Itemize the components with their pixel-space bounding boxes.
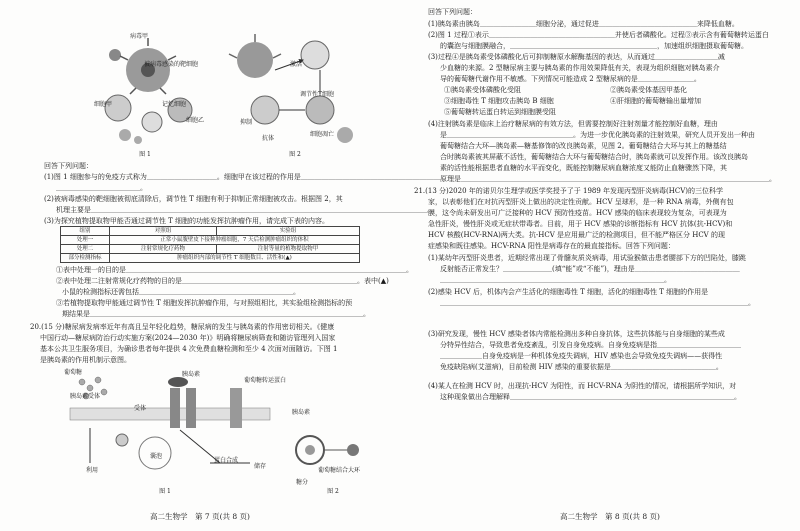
figure-2-regulatory-t-cells bbox=[225, 30, 365, 150]
fig3-label-bind: 胰岛素受体 bbox=[70, 393, 101, 400]
fig3-label-use: 利用 bbox=[86, 467, 99, 474]
r-q4-line1: (4)注射胰岛素是临床上治疗糖尿病的有效方法，但需要控制好注射剂量才能控制好血糖，理由 bbox=[428, 120, 718, 128]
table-header-row bbox=[61, 227, 360, 236]
q3-line1: (3)为探究植物提取物甲能否通过调节性 T 细胞的功能发挥抗肿瘤作用，请完成下表的内容。 bbox=[44, 217, 330, 225]
fig2-target-cell bbox=[306, 96, 334, 124]
right-page bbox=[400, 0, 800, 531]
q3-sub2-cont: 小鼠的检测指标还需包括＿＿＿＿＿＿＿＿＿＿＿＿＿＿＿＿＿＿＿＿＿＿。 bbox=[62, 288, 300, 296]
r-q3-option4: ④肝细胞的葡萄糖输出量增加 bbox=[610, 97, 701, 105]
q3-sub1: ①表中处理一的目的是＿＿＿＿＿＿＿＿＿＿＿＿＿＿＿＿＿＿＿＿＿＿＿＿＿＿＿＿＿＿＿＿＿＿＿＿＿＿＿＿。 bbox=[56, 266, 413, 274]
q21-line1: 21.(13 分)2020 年的诺贝尔生理学或医学奖授予了于 1989 年发现丙型肝炎病毒(HCV)的三位科学 bbox=[414, 187, 724, 195]
q21-1c: ＿＿＿＿＿＿＿＿＿＿＿＿＿＿＿＿＿＿＿＿＿＿＿＿＿＿＿＿＿＿＿＿。 bbox=[440, 276, 671, 284]
r-q2-line2: 的囊泡与细胞膜融合，＿＿＿＿＿＿＿＿＿＿＿＿＿＿＿＿＿＿＿＿＿，加速组织细胞摄取葡萄糖。 bbox=[440, 42, 748, 50]
r-q3-option5: ⑤葡萄糖转运蛋白转运到细胞膜受阻 bbox=[444, 108, 556, 116]
q3-sub3: ③若植物提取物甲能通过调节性 T 细胞发挥抗肿瘤作用，与对照组相比，其实验组检测指标的预 bbox=[56, 299, 353, 307]
q21-4a: (4)某人在检测 HCV 时，出现抗-HCV 为阳性，而 HCV-RNA 为阴性的情况，请根据所学知识，对 bbox=[428, 382, 737, 390]
r-q3-line2: 少血糖的来源。2 型糖尿病主要与胰岛素的作用效果降低有关，表现为组织细胞对胰岛素介 bbox=[440, 64, 720, 72]
fig2-label-treg: 调节性T细胞 bbox=[300, 91, 335, 98]
q21-2b: ＿＿＿＿＿＿＿＿＿＿＿＿＿＿＿＿＿＿＿＿＿＿＿＿＿＿＿＿＿＿＿＿＿＿＿＿＿＿＿＿＿＿＿＿。 bbox=[440, 299, 755, 307]
fig4-caption: 图 2 bbox=[327, 488, 339, 495]
fig3-label-protein: 蛋白合成 bbox=[214, 457, 239, 464]
table-cell: 正常小鼠腹壁皮下接种肿瘤细胞，7 天后检测肿瘤组织的体积 bbox=[110, 236, 360, 245]
intro-text: 回答下列问题： bbox=[44, 162, 93, 170]
r-q3-option2: ②胰岛素受体基因甲基化 bbox=[610, 86, 687, 94]
fig2-label-apoptosis: 细胞凋亡 bbox=[310, 131, 335, 138]
table-cell: 注射常规化疗药物 bbox=[110, 245, 217, 254]
table-cell: 部分检测指标 bbox=[61, 254, 110, 263]
fig4-label-insulin: 胰岛素 bbox=[292, 409, 311, 416]
q21-3a: (3)研究发现，慢性 HCV 感染者体内常能检测出多种自身抗体，这些抗体能与自身细胞的某些成 bbox=[428, 330, 725, 338]
glucose-transporter bbox=[230, 388, 242, 428]
q21-line3: 膜，这令尚未研发出可广泛接种的 HCV 预防性疫苗。HCV 感染的临床表现较为复杂，可表现为 bbox=[428, 209, 727, 217]
q20-line3: 基本公共卫生服务项目，为确诊患者每年提供 4 次免费血糖检测和至少 4 次面对面随访。下图 1 bbox=[40, 345, 338, 353]
q21-3b: 分特异性结合，导致患者免疫紊乱，引发自身免疫病。自身免疫病是指＿＿＿＿＿＿＿＿＿＿＿＿ bbox=[440, 341, 741, 349]
r-q3-line1: (3)过程④是胰岛素受体磷酸化后可抑制糖原水解酶基因的表达，从而通过＿＿＿＿＿＿＿＿＿减 bbox=[428, 53, 725, 61]
fig3-label-glut: 葡萄糖转运蛋白 bbox=[244, 377, 287, 384]
r-q3-option1: ①胰岛素受体磷酸化受阻 bbox=[444, 86, 521, 94]
q21-4b: 这种现象做出合理解释＿＿＿＿＿＿＿＿＿＿＿＿＿＿＿＿＿＿＿＿＿＿＿＿＿＿＿＿＿＿＿＿。 bbox=[440, 393, 741, 401]
fig3-label-receptor: 受体 bbox=[134, 405, 147, 412]
q21-3d: 免疫缺陷病(艾滋病)，目前检测 HIV 感染的重要依据是＿＿＿＿＿＿＿＿＿＿＿＿＿＿＿。 bbox=[440, 363, 723, 371]
fig2-label-suppress: 抑制 bbox=[240, 119, 253, 126]
fig2-caption: 图 2 bbox=[289, 151, 301, 158]
q2-line1: (2)被病毒感染的靶细胞被彻底清除后，调节性 T 细胞有利于抑制正常细胞被攻击。根据图 2，其 bbox=[44, 195, 343, 203]
q21-line6: 症感染和既往感染。HCV-RNA 阳性是病毒存在的最直接指标。回答下列问题： bbox=[428, 242, 675, 250]
experiment-table bbox=[60, 226, 360, 263]
q21-line2: 家，以表彰他们在对抗丙型肝炎上做出的决定性贡献。HCV 呈球形，是一种 RNA 病毒，外侧有包 bbox=[428, 198, 734, 206]
fig3-label-glucose: 葡萄糖 bbox=[64, 369, 83, 376]
fig1-label-virus: 病毒甲 bbox=[130, 33, 149, 40]
figure-1-immune-cells bbox=[90, 30, 200, 150]
q1-text: (1)图 1 细胞参与的免疫方式称为＿＿＿＿＿＿＿＿＿＿。细胞甲在该过程的作用是＿＿＿＿＿＿＿＿＿＿＿＿＿＿＿＿＿＿＿＿ bbox=[44, 173, 441, 181]
q20-line2: 中国行动—糖尿病防治行动实施方案(2024—2030 年)》明确将糖尿病筛查和随访管理列入国家 bbox=[40, 334, 336, 342]
virus-particle bbox=[109, 49, 121, 61]
table-cell: 注射等量的植物提取物甲 bbox=[216, 245, 359, 254]
q1-continued: ＿＿＿＿＿＿＿＿＿＿＿＿。 bbox=[56, 184, 147, 192]
r-q4-line2: 是＿＿＿＿＿＿＿＿＿＿＿＿＿＿＿＿＿＿。为进一步优化胰岛素的注射效果，研究人员开发出一种由 bbox=[440, 131, 755, 139]
table-cell: 处理二 bbox=[61, 245, 110, 254]
fig2-treg-cell bbox=[251, 96, 279, 124]
fig3-label-vesicle: 囊泡 bbox=[150, 453, 163, 460]
q21-line5: HCV 核酸(HCV-RNA)两大类。抗-HCV 是应用最广泛的检测项目，但不能严格区分 HCV 的现 bbox=[428, 231, 725, 239]
fig3-label-insulin: 胰岛素 bbox=[182, 371, 201, 378]
q21-2a: (2)感染 HCV 后，机体内会产生活化的细胞毒性 T 细胞，活化的细胞毒性 T 细胞的作用是 bbox=[428, 288, 709, 296]
q3-sub2: ②表中处理二注射常规化疗药物的目的是＿＿＿＿＿＿＿＿＿＿＿＿＿＿＿＿＿＿＿＿＿＿＿＿＿。表中(▲) bbox=[56, 277, 389, 285]
table-row bbox=[61, 236, 360, 245]
fig1-label-memory: 记忆细胞 bbox=[162, 101, 187, 108]
r-q2-line1: (2)图 1 过程①表示＿＿＿＿＿＿＿＿＿＿＿＿＿＿＿＿＿＿并使后者磷酸化。过程③表示含有葡萄糖转运蛋白 bbox=[428, 31, 769, 39]
r-q4-line5: 素的活性能根据患者血糖的水平而变化，既能控制糖尿病血糖浓度又能防止血糖骤然下降，其 bbox=[440, 164, 727, 172]
q21-3c: ＿＿＿＿＿＿自身免疫病是一种机体免疫失调病，HIV 感染也会导致免疫失调病——获得性 bbox=[440, 352, 723, 360]
fig2-label-activate: 激活 bbox=[290, 61, 303, 68]
fig2-t-cell bbox=[301, 41, 329, 69]
fig1-label-cell-a: 细胞甲 bbox=[94, 101, 113, 108]
memory-cell bbox=[142, 112, 162, 132]
table-cell: 处理一 bbox=[61, 236, 110, 245]
left-page-footer: 高二生物学 第 7 页(共 8 页) bbox=[150, 512, 250, 521]
q20-line4: 是胰岛素的作用机制示意图。 bbox=[40, 356, 131, 364]
r-q1-line1: (1)胰岛素由胰岛＿＿＿＿＿＿＿＿细胞分泌，通过促进＿＿＿＿＿＿＿＿＿＿＿＿＿＿来降低血糖。 bbox=[428, 20, 739, 28]
r-q4-line4: 合时胰岛素被其屏蔽不活性，葡萄糖结合大环与葡萄糖结合时，胰岛素就可以发挥作用。该改良胰岛 bbox=[440, 153, 748, 161]
q21-1b: 反射能否正常发生？＿＿＿＿＿＿＿(填“能”或“不能”)，理由是＿＿＿＿＿＿＿＿＿＿＿＿＿＿＿ bbox=[440, 265, 740, 273]
q2-line2: 机理主要是＿＿＿＿＿＿＿＿＿＿＿＿＿＿＿＿＿＿＿＿＿＿＿＿＿＿＿＿＿＿＿＿＿＿＿＿＿＿＿＿＿＿＿＿＿＿＿＿。 bbox=[56, 206, 434, 214]
table-header-cell: 实验组 bbox=[216, 227, 359, 236]
right-page-footer: 高二生物学 第 8 页(共 8 页) bbox=[560, 512, 660, 521]
fig2-label-ab: 抗体 bbox=[262, 135, 275, 142]
table-header-cell: 对照组 bbox=[110, 227, 217, 236]
fig4-label-bead: 葡萄糖结合大环 bbox=[318, 467, 361, 474]
fig3-caption: 图 1 bbox=[159, 488, 171, 495]
table-row bbox=[61, 245, 360, 254]
table-header-cell: 组别 bbox=[61, 227, 110, 236]
q3-sub3-cont: 期结果是＿＿＿＿＿＿＿＿＿＿＿＿＿＿＿＿＿＿＿＿＿＿＿＿＿＿＿＿＿＿＿＿＿＿＿＿＿＿＿。 bbox=[62, 310, 370, 318]
table-cell: 肿瘤组织内部的调节性 T 细胞数目、活性和(▲) bbox=[110, 254, 360, 263]
q21-1a: (1)某幼年丙型肝炎患者，近期经常出现了骨髓灰质炎病毒，用试验猴做击患者腰部下方的凹陷处，膝跳 bbox=[428, 254, 746, 262]
insulin-receptor bbox=[170, 388, 180, 428]
r-q4-line6: 原理是＿＿＿＿＿＿＿＿＿＿＿＿＿＿＿＿＿＿＿＿＿＿＿＿＿＿＿＿＿＿＿＿＿＿＿＿＿＿＿＿＿＿＿＿。 bbox=[440, 175, 776, 183]
fig2-dendritic-cell bbox=[237, 42, 273, 78]
fig4-label-peg: 糖分 bbox=[296, 479, 309, 486]
fig3-label-storage: 储存 bbox=[254, 463, 267, 470]
r-q4-line3: 葡萄糖结合大环—胰岛素—糖基修饰的改良胰岛素，见图 2。葡萄糖结合大环与其上的糖基结 bbox=[440, 142, 727, 150]
r-q3-option3: ③细胞毒性 T 细胞攻击胰岛 B 细胞 bbox=[444, 97, 554, 105]
fig1-label-target: 被病毒感染的靶细胞 bbox=[144, 61, 199, 68]
r-intro: 回答下列问题： bbox=[428, 8, 477, 16]
q20-line1: 20.(15 分)糖尿病发病率近年有高且呈年轻化趋势，糖尿病的发生与胰岛素的作用密切相关。《健康 bbox=[30, 323, 335, 331]
fig1-caption: 图 1 bbox=[139, 151, 151, 158]
fig1-label-cell-b: 细胞乙 bbox=[186, 117, 205, 124]
r-q3-line3: 导的葡萄糖代谢作用不敏感。下列情况可能造成 2 型糖尿病的是＿＿＿＿＿＿＿＿。 bbox=[440, 75, 701, 83]
q21-line4: 急性肝炎，慢性肝炎或无症状带毒者。目前，用于 HCV 感染的诊断指标有 HCV 抗体(抗-HCV)和 bbox=[428, 220, 733, 228]
table-row bbox=[61, 254, 360, 263]
